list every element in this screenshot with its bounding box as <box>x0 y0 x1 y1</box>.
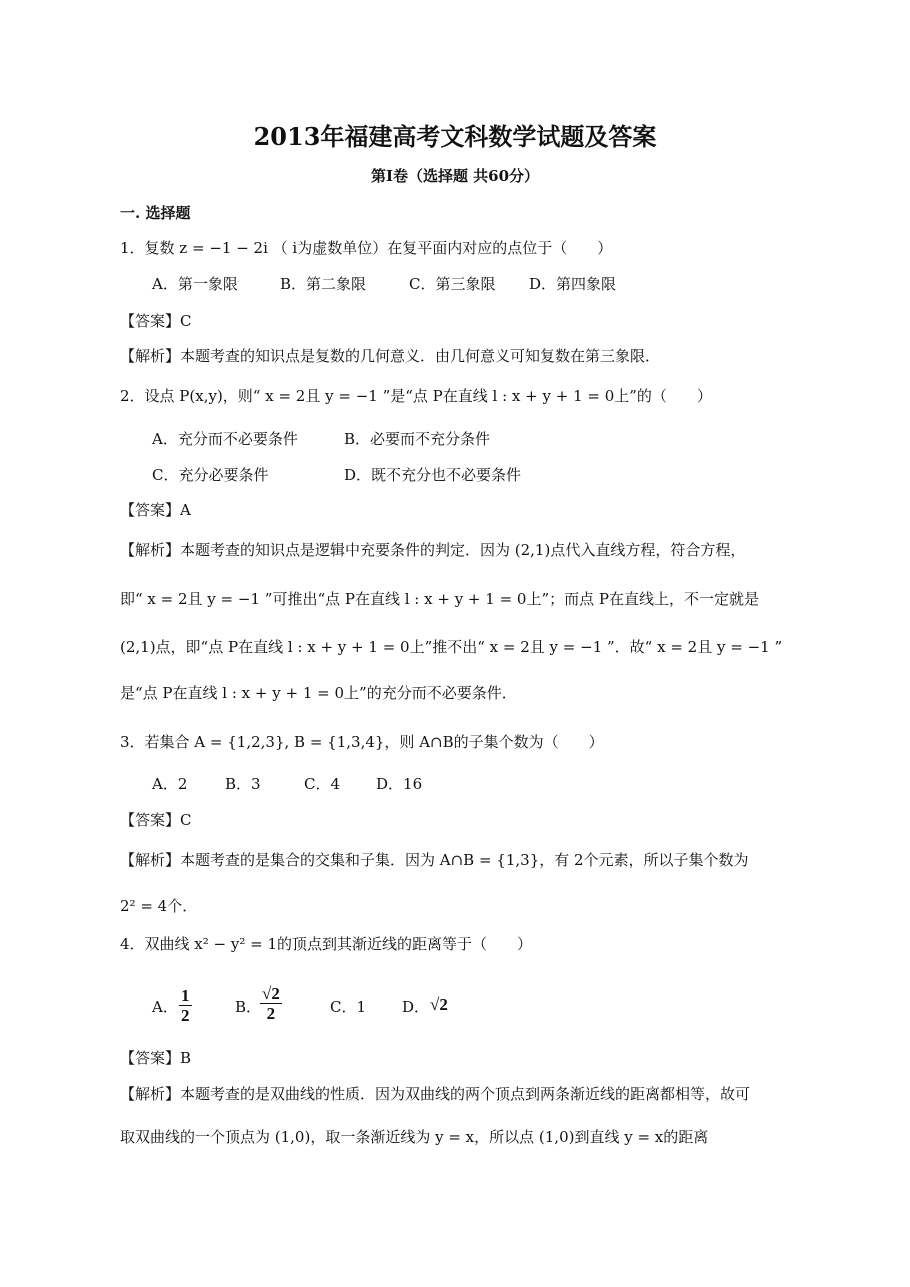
q4-analysis-line2: 取双曲线的一个顶点为 (1,0)，取一条渐近线为 y = x，所以点 (1,0)到直线 y = x的距离 <box>120 1128 709 1146</box>
q1-option-a: A．第一象限 <box>152 275 238 293</box>
q2-stem: 2．设点 P(x,y)，则“ x = 2且 y = −1 ”是“点 P在直线 l : x + y + 1 = 0上”的（ ） <box>120 387 712 405</box>
q3-analysis-line2: 2² = 4个． <box>120 897 198 915</box>
q4-answer: 【答案】B <box>120 1049 192 1067</box>
q4-option-b-label: B． <box>235 998 262 1016</box>
q2-analysis-line3: (2,1)点，即“点 P在直线 l : x + y + 1 = 0上”推不出“ x = 2且 y = −1 ”．故“ x = 2且 y = −1 ” <box>120 638 783 656</box>
q4-analysis-line1: 【解析】本题考查的是双曲线的性质．因为双曲线的两个顶点到两条渐近线的距离都相等，故可 <box>120 1085 751 1103</box>
q3-answer: 【答案】C <box>120 811 192 829</box>
q1-option-d: D．第四象限 <box>529 275 617 293</box>
q2-analysis-line4: 是“点 P在直线 l : x + y + 1 = 0上”的充分而不必要条件． <box>120 684 517 702</box>
page-title: 2013年福建高考文科数学试题及答案 <box>253 122 657 151</box>
q2-answer: 【答案】A <box>120 501 191 519</box>
q4-option-b-fraction <box>260 984 282 1023</box>
q3-stem: 3．若集合 A = {1,2,3}, B = {1,3,4}，则 A∩B的子集个数为（ ） <box>120 733 604 751</box>
part-subtitle: 第Ⅰ卷（选择题 共60分） <box>370 167 540 185</box>
q2-analysis-line1: 【解析】本题考查的知识点是逻辑中充要条件的判定．因为 (2,1)点代入直线方程，符合方程， <box>120 541 746 559</box>
q2-option-a: A．充分而不必要条件 <box>152 430 298 448</box>
q2-option-d: D．既不充分也不必要条件 <box>344 466 522 484</box>
q4-option-a-denominator: 2 <box>181 1006 190 1025</box>
q4-option-d-value: √2 <box>430 995 448 1014</box>
q3-option-c: C．4 <box>304 775 341 793</box>
q2-option-b: B．必要而不充分条件 <box>344 430 491 448</box>
q1-stem: 1．复数 z = −1 − 2i （ i为虚数单位）在复平面内对应的点位于（ ） <box>120 239 613 257</box>
q4-option-a-numerator: 1 <box>181 986 190 1005</box>
q2-analysis-line2: 即“ x = 2且 y = −1 ”可推出“点 P在直线 l : x + y + 1 = 0上”；而点 P在直线上，不一定就是 <box>120 590 759 608</box>
q2-option-c: C．充分必要条件 <box>152 466 269 484</box>
q4-option-b-denominator: 2 <box>266 1004 276 1023</box>
q4-stem: 4．双曲线 x² − y² = 1的顶点到其渐近线的距离等于（ ） <box>120 935 533 953</box>
q1-analysis: 【解析】本题考查的知识点是复数的几何意义．由几何意义可知复数在第三象限． <box>120 347 661 365</box>
q4-option-c: C．1 <box>330 998 367 1016</box>
q4-option-d-label: D． <box>402 998 430 1016</box>
q3-option-b: B．3 <box>225 775 261 793</box>
q1-option-c: C．第三象限 <box>409 275 496 293</box>
q1-answer: 【答案】C <box>120 312 192 330</box>
q4-option-a-label: A． <box>152 998 178 1016</box>
section-heading: 一. 选择题 <box>120 204 191 222</box>
q4-option-b-numerator: √2 <box>262 984 280 1003</box>
q3-option-a: A．2 <box>152 775 188 793</box>
q1-option-b: B．第二象限 <box>280 275 367 293</box>
q4-option-a-fraction <box>179 986 192 1025</box>
q3-option-d: D．16 <box>376 775 423 793</box>
q3-analysis-line1: 【解析】本题考查的是集合的交集和子集．因为 A∩B = {1,3}，有 2个元素，所以子集个数为 <box>120 851 749 869</box>
